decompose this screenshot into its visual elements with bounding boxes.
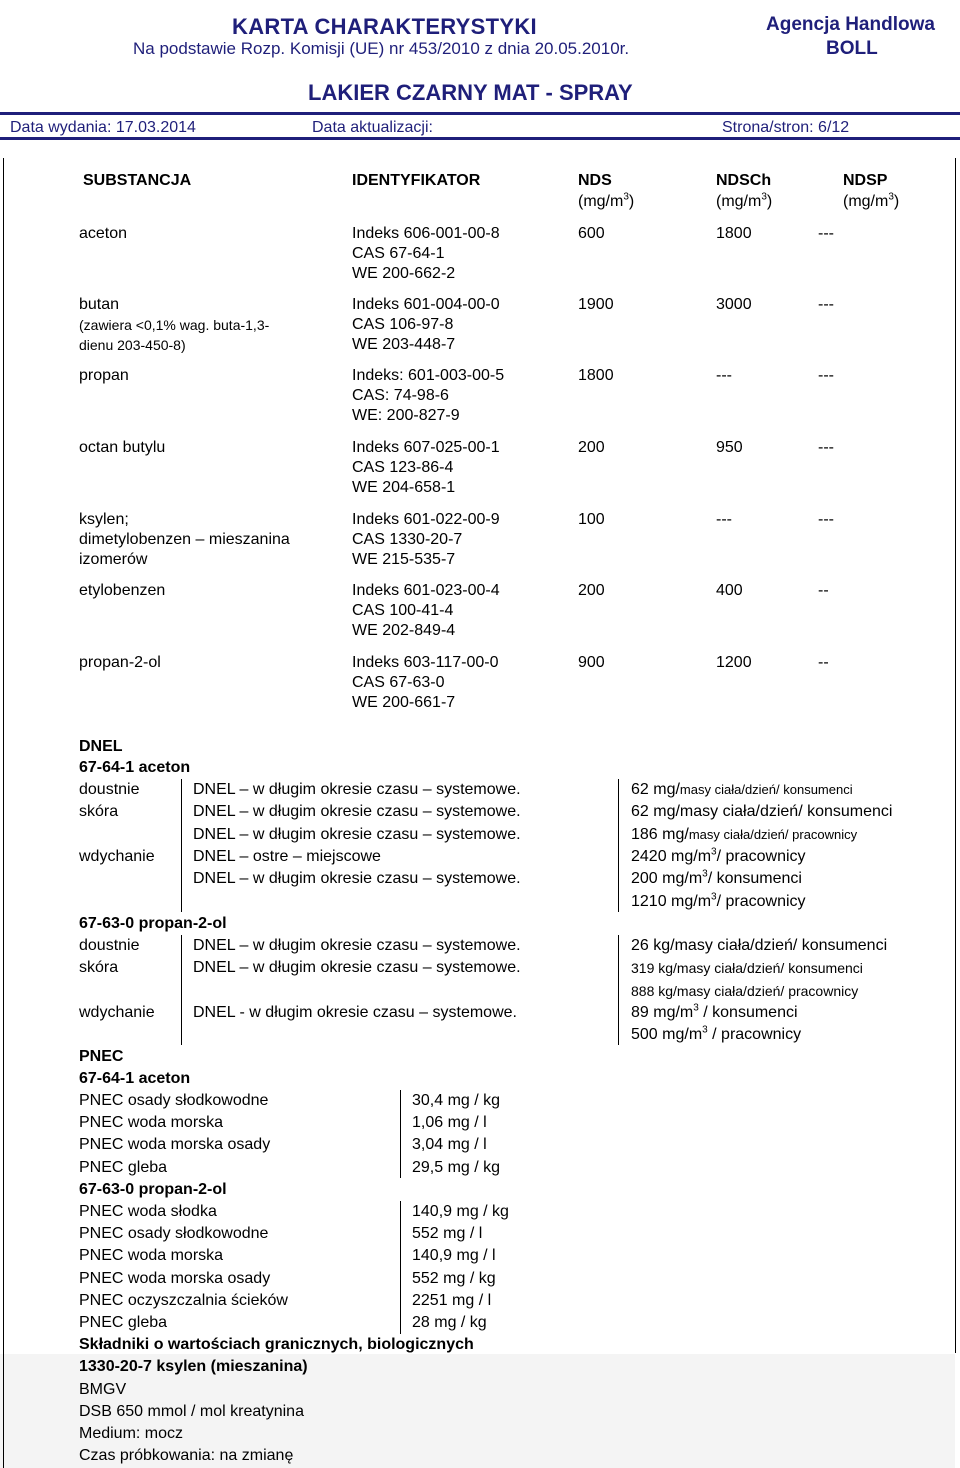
ndsp-value: --- bbox=[818, 225, 834, 242]
ndsch-value: --- bbox=[716, 511, 732, 528]
product-name: LAKIER CZARNY MAT - SPRAY bbox=[308, 80, 633, 105]
pnec-title: PNEC bbox=[79, 1048, 124, 1065]
substance-name: dienu 203-450-8) bbox=[79, 337, 186, 353]
substance-name: ksylen; bbox=[79, 511, 129, 528]
col-header-nds: NDS bbox=[578, 172, 612, 189]
substance-name: propan-2-ol bbox=[79, 654, 161, 671]
dnel-description: DNEL – w długim okresie czasu – systemowe. bbox=[193, 870, 521, 888]
ndsch-value: 1800 bbox=[716, 225, 752, 242]
substance-identifier: WE 202-849-4 bbox=[352, 622, 456, 639]
dnel-propanol-title: 67-63-0 propan-2-ol bbox=[79, 915, 227, 932]
dnel-value: 2420 $mg/m^3/$ pracownicy bbox=[631, 846, 806, 865]
limits-subtitle: 1330-20-7 ksylen (mieszanina) bbox=[79, 1358, 308, 1375]
substance-name: butan bbox=[79, 296, 120, 313]
nds-value: 200 bbox=[578, 439, 605, 456]
pnec-value: 552 mg / l bbox=[412, 1225, 483, 1243]
page-number: Strona/stron: 6/12 bbox=[722, 119, 850, 136]
pnec-propanol-title: 67-63-0 propan-2-ol bbox=[79, 1181, 227, 1198]
ndsp-value: --- bbox=[818, 367, 834, 384]
dnel-title: DNEL bbox=[79, 738, 123, 755]
dnel-description: DNEL – w długim okresie czasu – systemowe. bbox=[193, 803, 521, 821]
dnel-aceton-title: 67-64-1 aceton bbox=[79, 759, 191, 776]
substance-identifier: CAS 106-97-8 bbox=[352, 316, 454, 333]
pnec-divider-1 bbox=[400, 1090, 401, 1178]
ndsp-value: --- bbox=[818, 439, 834, 456]
nds-value: 1800 bbox=[578, 367, 614, 384]
dnel-value: 200 $mg/m^3/$ konsumenci bbox=[631, 868, 802, 888]
pnec-label: PNEC woda słodka bbox=[79, 1203, 217, 1220]
agency-brand: BOLL bbox=[826, 38, 878, 59]
ndsp-value: --- bbox=[818, 296, 834, 313]
nds-value: 100 bbox=[578, 511, 605, 528]
dnel-description: DNEL - w długim okresie czasu – systemowe. bbox=[193, 1003, 517, 1021]
dnel-description: DNEL – ostre – miejscowe bbox=[193, 847, 381, 865]
substance-identifier: Indeks 601-004-00-0 bbox=[352, 296, 500, 313]
dnel-value: 1210 $mg/m^3/$ pracownicy bbox=[631, 891, 806, 910]
pnec-label: PNEC oczyszczalnia ścieków bbox=[79, 1291, 288, 1309]
pnec-divider-2 bbox=[400, 1201, 401, 1334]
col-header-substance: SUBSTANCJA bbox=[83, 172, 192, 189]
substance-identifier: WE 200-661-7 bbox=[352, 694, 456, 711]
dnel-value: 319 kg/masy ciała/dzień/ konsumenci bbox=[631, 960, 863, 977]
dnel-divider-1 bbox=[181, 779, 182, 912]
pnec-value: 140,9 mg / l bbox=[412, 1247, 496, 1265]
substance-name: dimetylobenzen – mieszanina bbox=[79, 531, 290, 548]
dnel-description: DNEL – w długim okresie czasu – systemowe. bbox=[193, 825, 521, 843]
limits-line: DSB 650 mmol / mol kreatynina bbox=[79, 1403, 304, 1420]
dnel-route: wdychanie bbox=[79, 1003, 155, 1021]
pnec-value: 2251 mg / l bbox=[412, 1291, 492, 1309]
dnel-value: 888 kg/masy ciała/dzień/ pracownicy bbox=[631, 982, 859, 999]
pnec-label: PNEC osady słodkowodne bbox=[79, 1092, 269, 1109]
substance-identifier: CAS 1330-20-7 bbox=[352, 531, 463, 548]
nds-value: 600 bbox=[578, 225, 605, 242]
update-date: Data aktualizacji: bbox=[312, 119, 433, 136]
left-border bbox=[3, 158, 4, 1468]
header-info-bar bbox=[0, 112, 960, 140]
pnec-value: 552 mg / kg bbox=[412, 1269, 496, 1287]
dnel-description: DNEL – w długim okresie czasu – systemowe. bbox=[193, 937, 521, 954]
substance-name: etylobenzen bbox=[79, 582, 166, 599]
pnec-value: 28 mg / kg bbox=[412, 1314, 487, 1331]
substance-identifier: WE 204-658-1 bbox=[352, 479, 456, 496]
right-border bbox=[955, 158, 956, 1353]
dnel-divider-4 bbox=[618, 935, 619, 1045]
unit-ndsp: $(mg/m^3)$ bbox=[843, 191, 900, 210]
dnel-value: 186 mg/masy ciała/dzień/ pracownicy bbox=[631, 825, 858, 843]
ndsch-value: 950 bbox=[716, 439, 743, 456]
dnel-route: skóra bbox=[79, 959, 119, 977]
substance-identifier: Indeks 606-001-00-8 bbox=[352, 225, 500, 242]
ndsch-value: 400 bbox=[716, 582, 743, 599]
dnel-divider-3 bbox=[181, 935, 182, 1045]
nds-value: 900 bbox=[578, 654, 605, 671]
dnel-divider-2 bbox=[618, 779, 619, 912]
substance-identifier: WE 215-535-7 bbox=[352, 551, 456, 568]
pnec-value: 140,9 mg / kg bbox=[412, 1203, 509, 1220]
pnec-label: PNEC gleba bbox=[79, 1314, 168, 1331]
substance-identifier: WE: 200-827-9 bbox=[352, 407, 460, 424]
substance-identifier: Indeks: 601-003-00-5 bbox=[352, 367, 505, 384]
col-header-identifier: IDENTYFIKATOR bbox=[352, 172, 481, 189]
substance-identifier: CAS 67-64-1 bbox=[352, 245, 445, 262]
substance-identifier: Indeks 601-023-00-4 bbox=[352, 582, 500, 599]
substance-identifier: Indeks 601-022-00-9 bbox=[352, 511, 500, 528]
limits-title: Składniki o wartościach granicznych, biologicznych bbox=[79, 1336, 474, 1353]
substance-name: aceton bbox=[79, 225, 128, 242]
substance-identifier: WE 200-662-2 bbox=[352, 265, 456, 282]
pnec-label: PNEC woda morska bbox=[79, 1114, 224, 1132]
pnec-value: 29,5 mg / kg bbox=[412, 1158, 501, 1176]
nds-value: 1900 bbox=[578, 296, 614, 313]
pnec-value: 3,04 mg / l bbox=[412, 1136, 487, 1154]
ndsch-value: 3000 bbox=[716, 296, 752, 313]
substance-name: (zawiera <0,1% wag. buta-1,3- bbox=[79, 317, 270, 333]
pnec-label: PNEC woda morska osady bbox=[79, 1269, 271, 1287]
dnel-value: 62 mg/masy ciała/dzień/ konsumenci bbox=[631, 781, 853, 798]
pnec-label: PNEC woda morska osady bbox=[79, 1136, 271, 1154]
substance-identifier: CAS: 74-98-6 bbox=[352, 387, 449, 404]
dnel-description: DNEL – w długim okresie czasu – systemowe. bbox=[193, 781, 521, 798]
pnec-label: PNEC gleba bbox=[79, 1158, 168, 1176]
pnec-label: PNEC woda morska bbox=[79, 1247, 224, 1265]
document-title: KARTA CHARAKTERYSTYKI bbox=[232, 14, 537, 39]
pnec-aceton-title: 67-64-1 aceton bbox=[79, 1070, 191, 1087]
col-header-ndsp: NDSP bbox=[843, 172, 888, 189]
limits-line: Medium: mocz bbox=[79, 1425, 184, 1442]
nds-value: 200 bbox=[578, 582, 605, 599]
unit-ndsch: $(mg/m^3)$ bbox=[716, 191, 773, 210]
substance-identifier: CAS 123-86-4 bbox=[352, 459, 454, 476]
limits-line: Czas próbkowania: na zmianę bbox=[79, 1447, 294, 1464]
dnel-value: 26 kg/masy ciała/dzień/ konsumenci bbox=[631, 937, 888, 954]
dnel-route: wdychanie bbox=[79, 847, 155, 865]
issue-date: Data wydania: 17.03.2014 bbox=[10, 119, 196, 136]
unit-nds: $(mg/m^3)$ bbox=[578, 191, 635, 210]
agency-name: Agencja Handlowa bbox=[766, 14, 935, 35]
dnel-route: doustnie bbox=[79, 937, 140, 954]
pnec-label: PNEC osady słodkowodne bbox=[79, 1225, 269, 1243]
ndsch-value: --- bbox=[716, 367, 732, 384]
limits-line: BMGV bbox=[79, 1381, 127, 1398]
ndsch-value: 1200 bbox=[716, 654, 752, 671]
col-header-ndsch: NDSCh bbox=[716, 172, 772, 189]
dnel-route: doustnie bbox=[79, 781, 140, 798]
substance-identifier: WE 203-448-7 bbox=[352, 336, 456, 353]
regulation-subtitle: Na podstawie Rozp. Komisji (UE) nr 453/2010 z dnia 20.05.2010r. bbox=[133, 39, 630, 58]
dnel-route: skóra bbox=[79, 803, 119, 821]
pnec-value: 1,06 mg / l bbox=[412, 1114, 487, 1132]
ndsp-value: -- bbox=[818, 582, 829, 599]
dnel-value: 500 $mg/m^3$ / pracownicy bbox=[631, 1024, 802, 1044]
ndsp-value: --- bbox=[818, 511, 834, 528]
substance-name: izomerów bbox=[79, 551, 148, 568]
substance-name: propan bbox=[79, 367, 129, 384]
substance-identifier: Indeks 603-117-00-0 bbox=[352, 654, 499, 671]
ndsp-value: -- bbox=[818, 654, 829, 671]
substance-identifier: Indeks 607-025-00-1 bbox=[352, 439, 500, 456]
substance-name: octan butylu bbox=[79, 439, 166, 456]
dnel-description: DNEL – w długim okresie czasu – systemowe. bbox=[193, 959, 521, 977]
substance-identifier: CAS 100-41-4 bbox=[352, 602, 454, 619]
dnel-value: 62 mg/masy ciała/dzień/ konsumenci bbox=[631, 803, 893, 821]
pnec-value: 30,4 mg / kg bbox=[412, 1092, 501, 1109]
dnel-value: 89 $mg/m^3$ / konsumenci bbox=[631, 1002, 798, 1021]
substance-identifier: CAS 67-63-0 bbox=[352, 674, 445, 691]
